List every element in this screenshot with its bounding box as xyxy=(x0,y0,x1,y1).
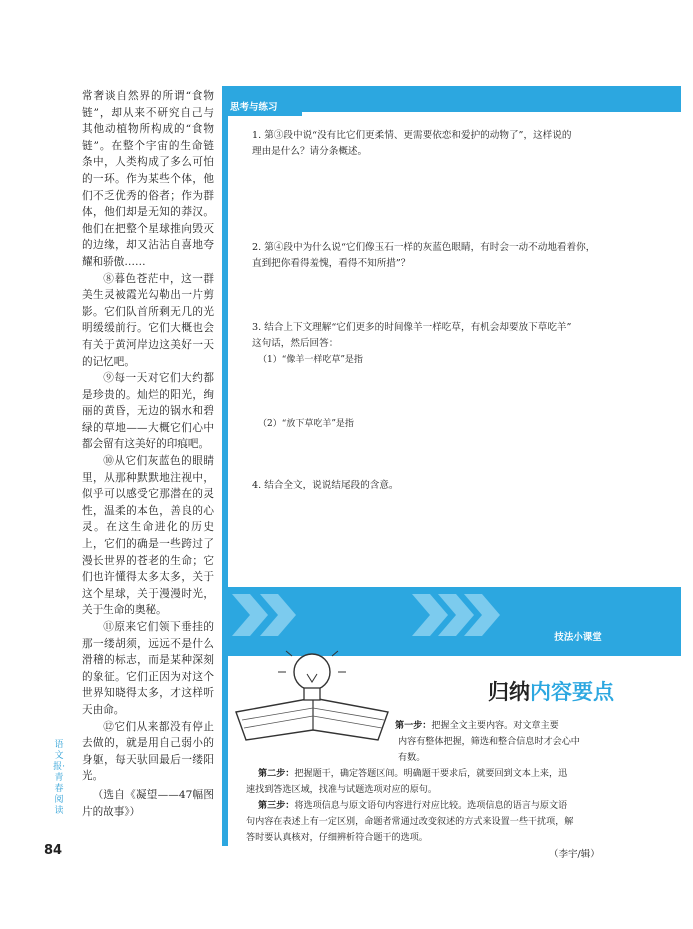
step-3-line-1: 第三步：将选项信息与原文语句内容进行对应比较。选项信息的语言与原文语 xyxy=(258,800,568,811)
tips-title: 归纳内容要点 xyxy=(488,680,614,704)
question-1-line-1: 1. 第③段中说“没有比它们更柔情、更需要依恋和爱护的动物了”，这样说的 xyxy=(252,130,572,141)
article-source: （选自《凝望——47幅图片的故事》） xyxy=(82,788,214,818)
article-paragraph: ⑩从它们灰蓝色的眼睛里，从那种默默地注视中，似乎可以感受它那潜在的灵性，温柔的本色，善良的心灵。在这生命进化的历史上，它们的确是一些跨过了漫长世界的苍老的生命；它们也许懂得太多太多，关于这个星球，关于漫漫时光，关于生命的奥秘。 xyxy=(82,455,214,617)
step-3-line-3: 答时要认真核对，仔细辨析符合题干的选项。 xyxy=(246,833,428,843)
question-4: 4. 结合全文，说说结尾段的含意。 xyxy=(252,480,399,491)
tips-tag: 技法小课堂 xyxy=(533,629,623,646)
step-1-line-1: 第一步：把握全文主要内容。对文章主要 xyxy=(395,720,559,731)
question-3-sub-2: （2）“放下草吃羊”是指 xyxy=(258,419,354,429)
question-3-line-2: 这句话，然后回答： xyxy=(252,338,339,349)
magazine-mark: 语文报·青春阅读 xyxy=(53,740,65,816)
article-column xyxy=(82,88,214,820)
article-paragraph: 常奢谈自然界的所谓“食物链”，却从来不研究自己与其他动植物所构成的“食物链”。在整个宇宙的生命链条中，人类构成了多么可怕的一环。作为某些个体，他们不乏优秀的俗者；作为群体，他们却是无知的莽汉。他们在把整个星球推向毁灭的边缘，却又沾沾自喜地夸耀和骄傲…… xyxy=(82,90,214,268)
article-paragraph: ⑨每一天对它们大约都是珍贵的。灿烂的阳光，绚丽的黄昏，无边的锅水和碧绿的草地——大概它们心中都会留有这美好的印痕吧。 xyxy=(82,372,214,451)
step-1-line-2: 内容有整体把握，筛选和整合信息时才会心中 xyxy=(398,737,580,747)
practice-tag: 思考与练习 xyxy=(222,99,302,116)
lightbulb-book-icon xyxy=(228,650,398,745)
editor-credit: （李宇/辑） xyxy=(549,849,600,860)
article-paragraph: ⑧暮色苍茫中，这一群美生灵被霞光勾勒出一片剪影。它们队首所剩无几的光明缓缓前行。它们大概也会有关于黄河岸边这美好一天的记忆吧。 xyxy=(82,272,214,368)
page-number: 84 xyxy=(44,843,63,858)
question-1-line-2: 理由是什么？请分条概述。 xyxy=(252,146,368,157)
question-2-line-1: 2. 第④段中为什么说“它们像玉石一样的灰蓝色眼睛，有时会一动不动地看着你， xyxy=(252,242,596,253)
step-1-line-3: 有数。 xyxy=(398,753,426,763)
question-3-line-1: 3. 结合上下文理解“它们更多的时间像羊一样吃草，有机会却要放下草吃羊” xyxy=(252,322,572,333)
question-2-line-2: 直到把你看得羞愧，看得不知所措”？ xyxy=(252,258,411,269)
step-2-line-1: 第二步：把握题干，确定答题区间。明确题干要求后，就要回到文本上来，迅 xyxy=(258,768,568,779)
step-3-line-2: 句内容在表述上有一定区别，命题者常通过改变叙述的方式来设置一些干扰项，解 xyxy=(246,817,574,827)
article-paragraph: ⑪原来它们领下垂挂的那一缕胡须，远远不是什么滑稽的标志，而是某种深刻的象征。它们正因为对这个世界知晓得太多，才这样听天由命。 xyxy=(82,621,214,716)
article-paragraph: ⑫它们从来都没有停止去做的，就是用自己弱小的身躯，每天驮回最后一缕阳光。 xyxy=(82,720,214,783)
question-3-sub-1: （1）“像羊一样吃草”是指 xyxy=(258,355,363,365)
step-2-line-2: 速找到答选区域，找准与试题选项对应的原句。 xyxy=(246,785,437,795)
